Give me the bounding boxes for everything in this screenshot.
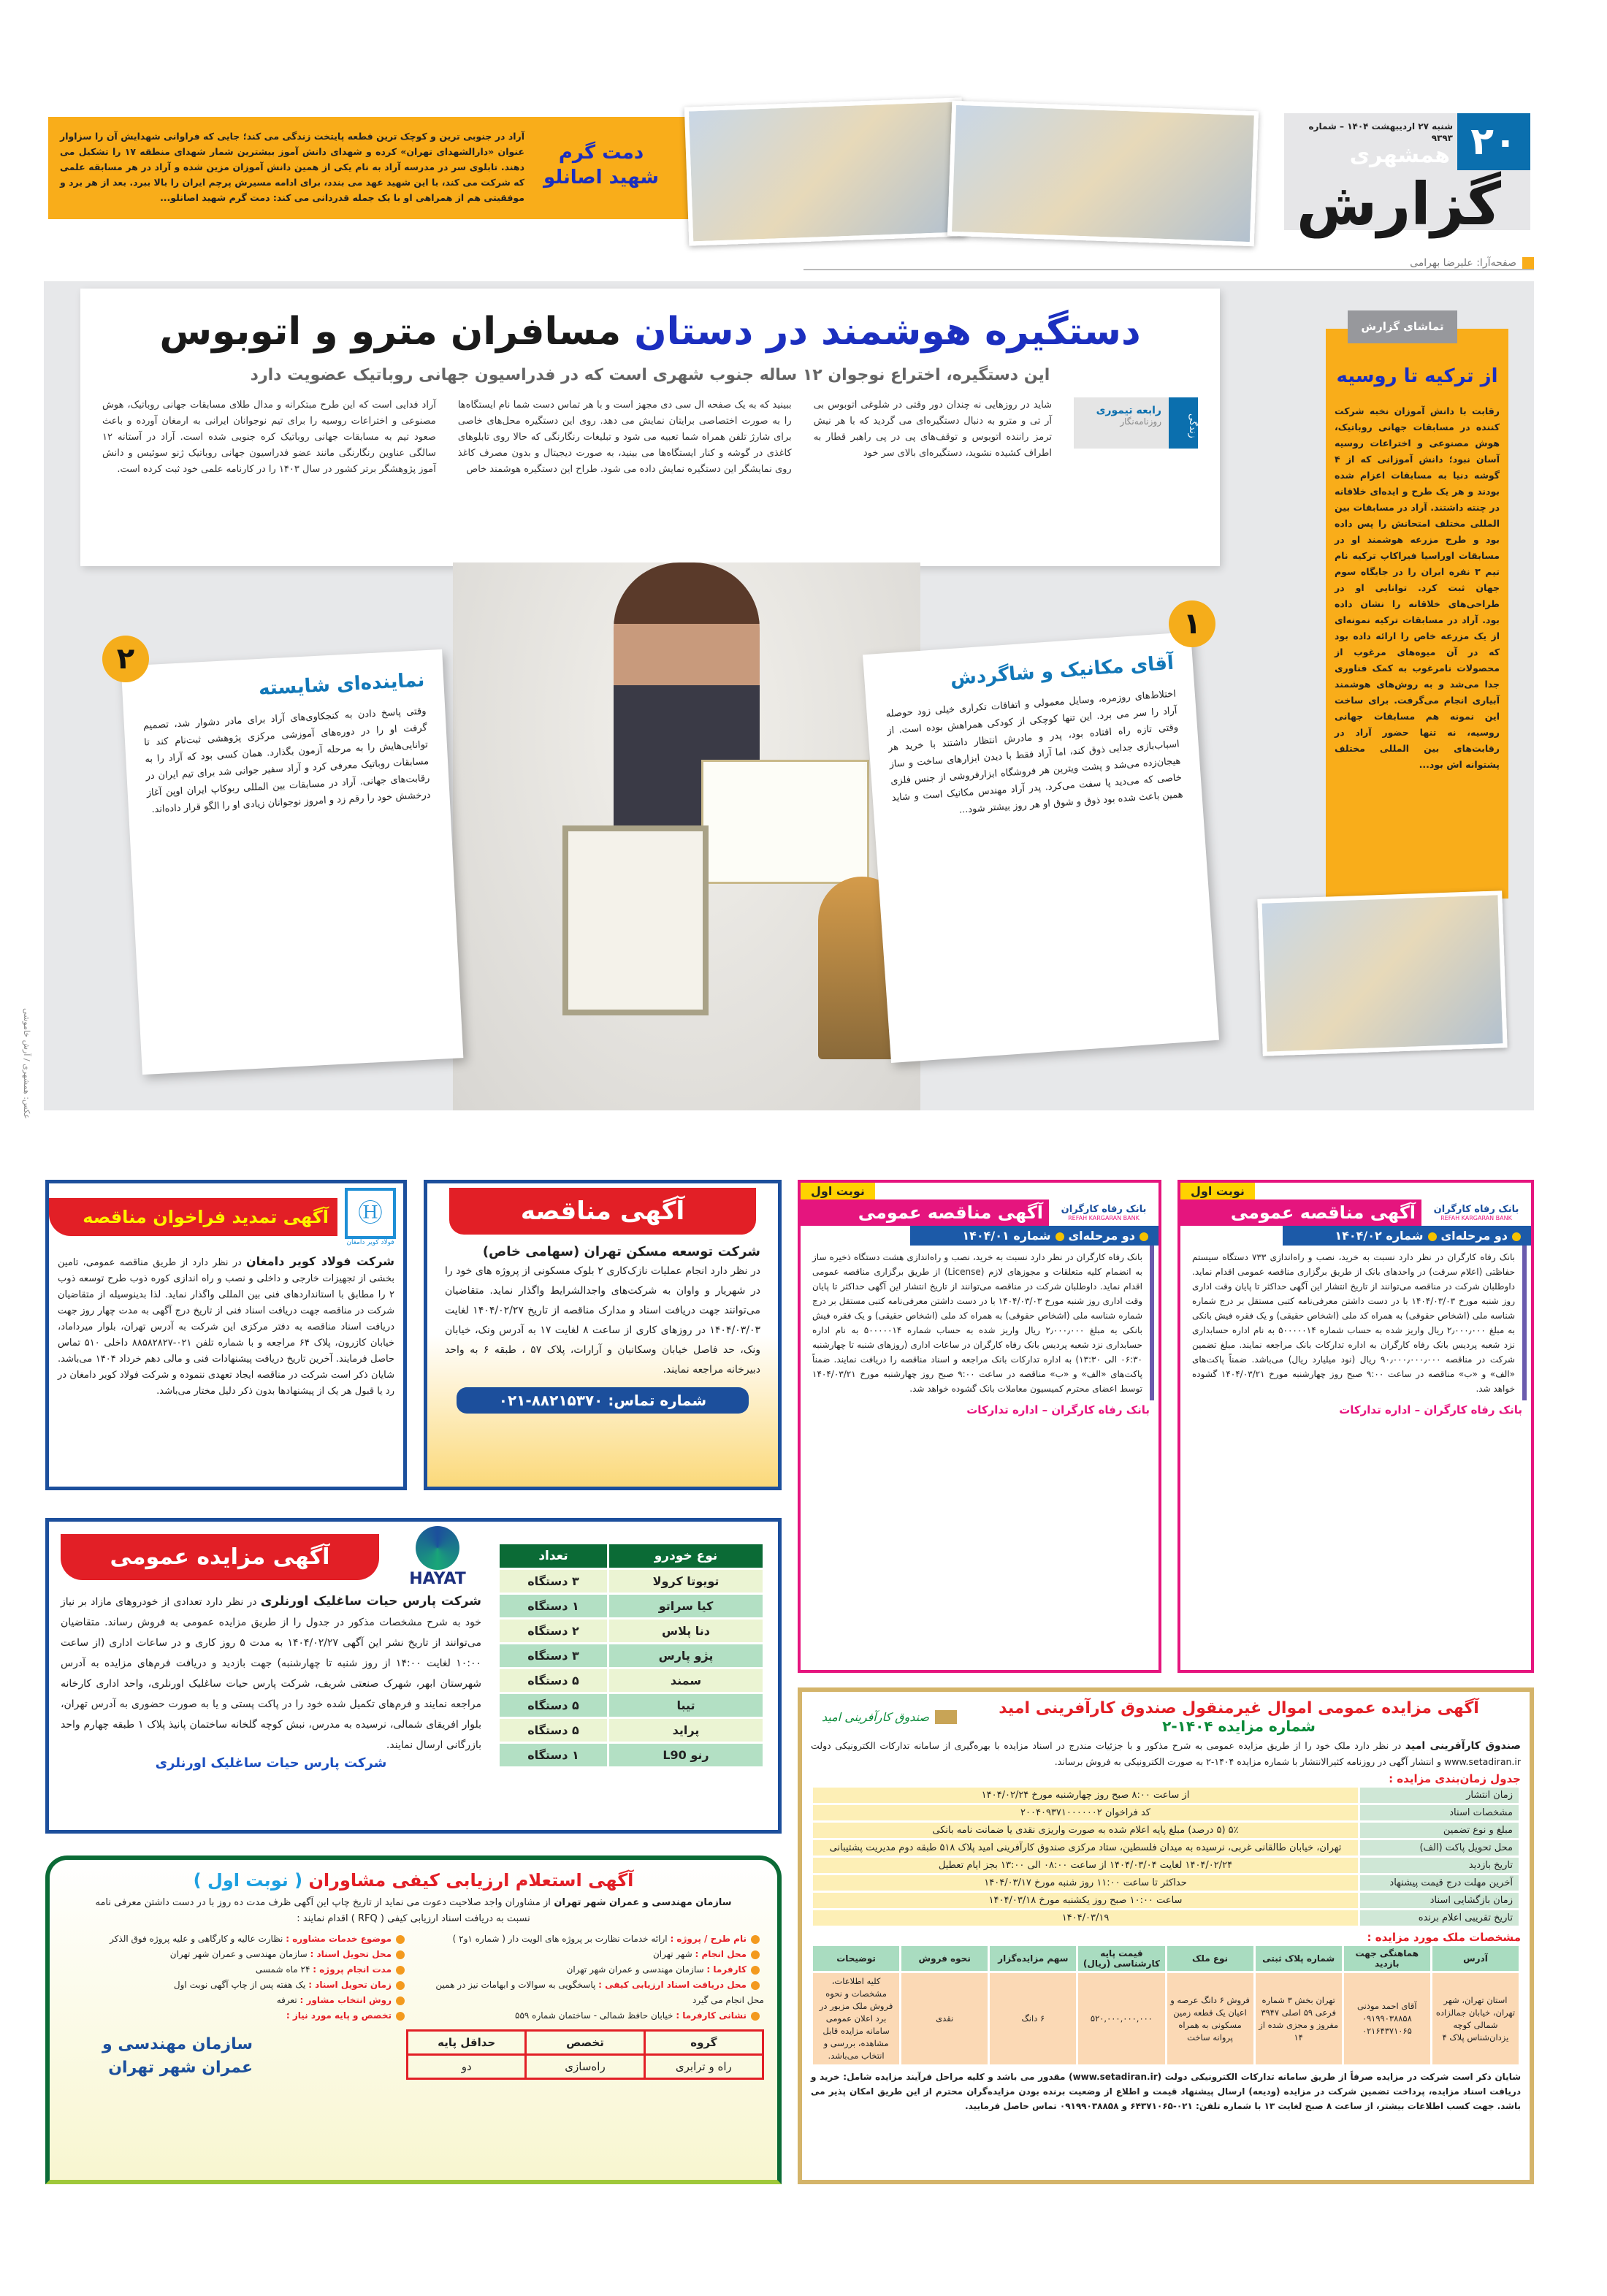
schedule-value: حداکثر تا ساعت ۱۱:۰۰ روز شنبه مورخ ۱۴۰۴/۰۳/۱۷ xyxy=(812,1874,1359,1892)
vehicle-count: ۵ دستگاه xyxy=(499,1668,608,1693)
ad-refah-tender-1 xyxy=(798,1180,1161,1673)
schedule-label: تاریخ بازدید xyxy=(1359,1857,1520,1874)
refah1-footer: بانک رفاه کارگران – اداره تدارکات xyxy=(966,1403,1150,1416)
diploma xyxy=(562,825,709,1015)
article-col-3: آراد فدایی است که این طرح مبتکرانه و مدال طلای مسابقات جهانی روباتیک، هوش مصنوعی و اختراعات روسیه را برای تیم نوجوانان ایرانی به ارمغان آورده و باعث صعود تیم به مسابقات جهانی روباتیک کره جنوبی شده است. آراد در آستانه ۱۲ سالگی عناوین رنگارنگی مانند عضو فدراسیون جهانی روباتیک ژنو سوئیس و دانش آموز پژوهشگر برتر کشور در سال ۱۴۰۳ را در کارنامه علمی خود ثبت کرده است. xyxy=(102,400,436,475)
section-tag: زندگی xyxy=(1169,397,1198,449)
ad-consultant-rfq: آگهی استعلام ارزیابی کیفی مشاوران ( نوبت اول ) سازمان مهندسی و عمران شهر تهران از مشاوران واجد صلاحیت دعوت می نماید از تاریخ چاپ این آگهی ظرف مدت ده روز با در دست داشتن معرفی نامه نسبت به دریافت اسناد ارزیابی کیفی ( RFQ ) اقدام نمایند : نام طرح / پروژه : ارائه خدمات نظارت بر پروژه های الویت دار ( شماره ۱و۲ ) محل انجام : شهر تهران کارفرما : سازمان مهندسی و عمران شهر تهران محل دریافت اسناد ارزیابی کیفی : پاسخگویی به سوالات و ابهامات نیز در همین محل انجام می گیرد نشانی کارفرما : خیابان حافظ شمالی - ساختمان شماره ۵۵۹ موضوع خدمات مشاوره : نظارت عالیه و کارگاهی و علیه پروژه فوق الذکر محل تحویل اسناد : سازمان مهندسی و عمران شهر تهران مدت انجام پروژه : ۲۴ ماه شمسی زمان تحویل اسناد : یک هفته پس از چاپ آگهی نوبت اول روش انتخاب مشاور : تعرفه تخصص و پایه مورد نیاز : گروه تخصص حداقل پایه راه و ترابری راه‌سازی دو سازمان مهندسی و عمران شهر تهران xyxy=(45,1856,782,2184)
sidebar-photo xyxy=(1257,890,1507,1056)
teaser-photo-1 xyxy=(684,97,966,245)
maskan-title: آگهی مناقصه xyxy=(449,1188,756,1235)
vehicle-type: تیبا xyxy=(608,1693,764,1718)
omid-footer: شایان ذکر است شرکت در مزایده صرفاً از طریق سامانه تدارکات الکترونیکی دولت (www.setadiran.ir) مقدور می باشد و کلیه مراحل فرآیند مزایده شامل: خرید و دریافت اسناد مزایده، پرداخت تضمین شرکت در مزایده (ودیعه) ارسال پیشنهاد قیمت و اطلاع از وضعیت برنده بودن مزایده‌گران محترم از این طریق امکان پذیر می باشد. جهت کسب اطلاعات بیشتر، از ساعت ۸ صبح لغایت ۱۳ با شماره تلفن: ۰۲۱-۶۴۳۷۱۰۶۵ و ۰۹۱۹۹۰۳۸۸۵۸ تماس حاصل فرمایید. xyxy=(811,2072,1521,2111)
table-row xyxy=(812,1787,1520,1804)
table-row xyxy=(499,1743,764,1768)
refah2-body: بانک رفاه کارگران در نظر دارد نسبت به خرید، نصب و راه‌اندازی ۷۳۳ دستگاه سیستم حفاظتی (اعلام سرقت) در واحدهای بانک از طریق برگزاری مناقصه عمومی اقدام نماید. داوطلبان شرکت در مناقصه می‌توانند از تاریخ انتشار این آگهی حداکثر تا پایان وقت اداری روز شنبه مورخ ۱۴۰۴/۰۳/۰۳ با در دست داشتن معرفی‌نامه کتبی مستقل بر درج شماره شناسه ملی (اشخاص حقوقی) به همراه کد ملی (اشخاص حقیقی) و یک فقره فیش بانکی به مبلغ ۲٫۰۰۰٫۰۰۰ ریال واریز شده به حساب شماره ۵۰۰۰۰۰۱۴ به نام اداره حسابداری نزد شعبه پردیس بانک رفاه کارگران به اداره تدارکات بانک مراجعه نمایند. مبلغ تضمین شرکت در مناقصه ۹۰٫۰۰۰٫۰۰۰٫۰۰۰ ریال (نود میلیارد ریال) می‌باشد. ضمناً پاکت‌های «الف» و «ب» مناقصه در ساعت ۹:۰۰ صبح روز چهارشنبه مورخ ۱۴۰۴/۰۳/۲۱ گشوده خواهد شد. xyxy=(1185,1246,1527,1400)
table-cell: دو xyxy=(408,2055,526,2079)
schedule-value: ۵٪ (۵ درصد) مبلغ پایه اعلام شده به صورت واریزی نقدی یا ضمانت نامه بانکی xyxy=(812,1822,1359,1839)
table-header: حداقل پایه xyxy=(408,2031,526,2055)
table-header: توضیحات xyxy=(812,1945,901,1972)
omid-number: شماره مزایده ۱۴۰۴-۲ xyxy=(1162,1717,1316,1735)
certificate xyxy=(701,760,869,884)
omid-schedule-table xyxy=(811,1785,1521,1928)
schedule-label: محل تحویل پاکت (الف) xyxy=(1359,1839,1520,1857)
byline xyxy=(1074,397,1198,449)
box-1-title: آقای مکانیک و شاگردش xyxy=(949,652,1175,690)
table-cell: راه و ترابری xyxy=(644,2055,763,2079)
schedule-value: ۱۴۰۴/۰۲/۲۴ لغایت ۱۴۰۴/۰۳/۰۴ از ساعت ۰۸:۰۰ الی ۱۳:۰۰ بجز ایام تعطیل xyxy=(812,1857,1359,1874)
refah1-round: نوبت اول xyxy=(801,1183,875,1200)
table-header: نحوه فروش xyxy=(901,1945,989,1972)
ad-hayat-auction: نوع خودرو تعداد تویوتا کرولا ۳ دستگاه کیا سراتو ۱ دستگاه دنا پلاس ۲ دستگاه پژو پارس ۳ دستگاه سمند ۵ دستگاه تیبا ۵ دستگاه پراید ۵ دستگاه رنو L90 ۱ دستگاه HAYAT آگهی مزایده عمومی شرکت پارس حیات ساغلیک اورنلری در نظر دارد تعدادی از خودروهای مازاد بر نیاز خود به شرح مشخصات مذکور در جدول را از طریق مزایده عمومی به فروش رساند. متقاضیان می‌توانند از تاریخ نشر این آگهی ۱۴۰۴/۰۲/۲۷ به مدت ۵ روز کاری و در ساعات اداری (از ساعت ۱۰:۰۰ لغایت ۱۴:۰۰ از روز شنبه تا چهارشنبه) جهت بازدید و دریافت فرم‌های مزایده به آدرس شهرستان ابهر، شهرک صنعتی شریف، شرکت پارس حیات ساغلیک اورنلری، واحد اداری کارخانه مراجعه نمایند و فرم‌های تکمیل شده خود را در پاکت پستی و یا به صورت حضوری به آدرس تهران، بلوار افریقای شمالی، نرسیده به مدرس، نبش کوچه گلخانه ساختمان پانیذ پلاک ۱ طبقه چهارم واحد بازرگانی ارسال نمایند. شرکت پارس حیات ساغلیک اورنلری xyxy=(45,1518,782,1834)
consult-item: موضوع خدمات مشاوره : نظارت عالیه و کارگاهی و علیه پروژه فوق الذکر xyxy=(63,1931,409,1947)
vehicle-type: پراید xyxy=(608,1718,764,1743)
table-row xyxy=(499,1668,764,1693)
vehicle-count: ۳ دستگاه xyxy=(499,1569,608,1594)
ad-refah-tender-2 xyxy=(1177,1180,1534,1673)
table-header: قیمت پایه کارشناسی (ریال) xyxy=(1077,1945,1166,1972)
schedule-value: ۱۴۰۴/۰۳/۱۹ xyxy=(812,1910,1359,1927)
table-header: هماهنگی جهت بازدید xyxy=(1343,1945,1431,1972)
teaser-title-1: دمت گرم xyxy=(558,142,644,164)
table-row xyxy=(812,1804,1520,1822)
refah1-bank-en: REFAH KARGARAN BANK xyxy=(1068,1215,1140,1221)
sidebar-tag: تماشای گزارش xyxy=(1348,310,1457,343)
sidebar-box xyxy=(1326,320,1508,899)
hayat-company: شرکت پارس حیات ساغلیک اورنلری xyxy=(260,1594,481,1609)
table-row xyxy=(812,1857,1520,1874)
ad-maskan-tender xyxy=(424,1180,782,1490)
bullet-icon xyxy=(751,1966,760,1975)
bullet-icon xyxy=(751,1935,760,1944)
vehicle-type: تویوتا کرولا xyxy=(608,1569,764,1594)
schedule-label: زمان بازگشایی اسناد xyxy=(1359,1892,1520,1910)
refah2-title: آگهی مناقصه عمومی xyxy=(1180,1200,1421,1226)
hayat-body: تعدادی از خودروهای مازاد بر نیاز خود به شرح مشخصات مذکور در جدول را از طریق مزایده عمومی به فروش رساند. متقاضیان می‌توانند از تاریخ نشر این آگهی ۱۴۰۴/۰۲/۲۷ به مدت ۵ روز کاری و در ساعات اداری (از ساعت ۱۰:۰۰ لغایت ۱۴:۰۰ از روز شنبه تا چهارشنبه) جهت بازدید و دریافت فرم‌های مزایده به آدرس شهرستان ابهر، شهرک صنعتی شریف، شرکت پارس حیات ساغلیک اورنلری، واحد اداری کارخانه مراجعه نمایند و فرم‌های تکمیل شده خود را در پاکت پستی و یا به صورت حضوری به آدرس تهران، بلوار افریقای شمالی، نرسیده به مدرس، نبش کوچه گلخانه ساختمان پانیذ پلاک ۱ طبقه چهارم واحد بازرگانی ارسال نمایند. xyxy=(61,1596,481,1751)
box-2-number: ۲ xyxy=(102,636,149,682)
table-cell: راه‌سازی xyxy=(526,2055,644,2079)
table-cell: ۵۲۰,۰۰۰,۰۰۰,۰۰۰ xyxy=(1077,1972,1166,2066)
author-role: روزنامه‌نگار xyxy=(1120,416,1161,427)
omid-schedule-title: جدول زمان‌بندی مزایده : xyxy=(1389,1772,1521,1785)
consult-item: روش انتخاب مشاور : تعرفه xyxy=(63,1993,409,2008)
table-header: نوع ملک xyxy=(1166,1945,1254,1972)
consult-item: کارفرما : سازمان مهندسی و عمران شهر تهران xyxy=(418,1962,764,1977)
schedule-value: از ساعت ۸:۰۰ صبح روز چهارشنبه مورخ ۱۴۰۴/۰۲/۲۴ xyxy=(812,1787,1359,1804)
page-number: ۲۰ xyxy=(1457,113,1530,170)
refah2-bank-fa: بانک رفاه کارگران xyxy=(1433,1204,1519,1215)
schedule-label: مشخصات اسناد xyxy=(1359,1804,1520,1822)
consult-item: محل انجام : شهر تهران xyxy=(418,1947,764,1962)
section-title: گزارش xyxy=(1296,170,1501,238)
omid-property-title: مشخصات ملک مورد مزایده : xyxy=(1367,1931,1521,1944)
layout-credit: صفحه‌آرا: علیرضا بهرامی xyxy=(804,257,1534,270)
bullet-icon xyxy=(751,2012,760,2021)
ad-omid-auction: آگهی مزایده عمومی اموال غیرمنقول صندوق کارآفرینی امید شماره مزایده ۱۴۰۴-۲ صندوق کارآفرینی امید صندوق کارآفرینی امید در نظر دارد ملک خود را از طریق مزایده عمومی به شرح مذکور و با جزئیات مندرج در اسناد مزایده با بهره‌گیری از سامانه تدارکات الکترونیکی دولت www.setadiran.ir و انتشار آگهی در روزنامه کثیرالانتشار با شماره مزایده ۱۴۰۴-۲ به صورت الکترونیکی به فروش برساند. جدول زمان‌بندی مزایده : زمان انتشار از ساعت ۸:۰۰ صبح روز چهارشنبه مورخ ۱۴۰۴/۰۲/۲۴ مشخصات اسناد کد فراخوان ۲۰۰۴۰۹۳۷۱۰۰۰۰۰۰۲ مبلغ و نوع تضمین ۵٪ (۵ درصد) مبلغ پایه اعلام شده به صورت واریزی نقدی یا ضمانت نامه بانکی محل تحویل پاکت (الف) تهران، خیابان طالقانی غربی، نرسیده به میدان فلسطین، ستاد مرکزی صندوق کارآفرینی امید پلاک ۵۱۸ طبقه دوم مدیریت پشتیبانی تاریخ بازدید ۱۴۰۴/۰۲/۲۴ لغایت ۱۴۰۴/۰۳/۰۴ از ساعت ۰۸:۰۰ الی ۱۳:۰۰ بجز ایام تعطیل آخرین مهلت درج قیمت پیشنهاد حداکثر تا ساعت ۱۱:۰۰ روز شنبه مورخ ۱۴۰۴/۰۳/۱۷ زمان بازگشایی اسناد ساعت ۱۰:۰۰ صبح روز یکشنبه مورخ ۱۴۰۴/۰۳/۱۸ تاریخ تقریبی اعلام برنده ۱۴۰۴/۰۳/۱۹ مشخصات ملک مورد مزایده : آدرس هماهنگی جهت بازدید شماره پلاک ثبتی نوع ملک قیمت پایه کارشناسی (ریال) سهم مزایده‌گزار نحوه فروش توضیحات استان تهران، شهر تهران، خیابان جمالزاده شمالی کوچه یزدان‌شناس پلاک ۴ آقای احمد موذنی ۰۹۱۹۹۰۳۸۸۵۸ ۰۲۱۶۴۳۷۱۰۶۵ تهران بخش ۳ شماره فرعی ۵۹ اصلی ۳۹۴۷ مفروز و مجزی شده از ۱۴ فروش ۶ دانگ عرصه و اعیان یک قطعه زمین مسکونی به همراه پروانه ساخت ۵۲۰,۰۰۰,۰۰۰,۰۰۰ ۶ دانگ نقدی کلیه اطلاعات، مشخصات و نحوه فروش ملک مزبور در برد اعلان عمومی سامانه مزایده قابل مشاهده، بررسی و انتخاب می‌باشد. شایان ذکر است شرکت در مزایده صرفاً از طریق سامانه تدارکات الکترونیکی دولت (www.setadiran.ir) مقدور می باشد و کلیه مراحل فرآیند مزایده شامل: خرید و دریافت اسناد مزایده، پرداخت تضمین شرکت در مزایده (ودیعه) ارسال پیشنهاد قیمت و اطلاع از وضعیت برنده بودن مزایده‌گران محترم از این طریق امکان پذیر می باشد. جهت کسب اطلاعات بیشتر، از ساعت ۸ صبح لغایت ۱۳ با شماره تلفن: ۰۲۱-۶۴۳۷۱۰۶۵ و ۰۹۱۹۹۰۳۸۸۵۸ تماس حاصل فرمایید. xyxy=(798,1687,1534,2184)
table-header: تخصص xyxy=(526,2031,644,2055)
table-cell: کلیه اطلاعات، مشخصات و نحوه فروش ملک مزبور در برد اعلان عمومی سامانه مزایده قابل مشاهده، بررسی و انتخاب می‌باشد. xyxy=(812,1972,901,2066)
foolad-title: آگهی تمدید فراخوان مناقصه xyxy=(49,1198,337,1236)
maskan-body: در نظر دارد انجام عملیات نازک‌کاری ۲ بلوک مسکونی از پروژه های خود را در شهریار و واوان به شرکت‌های واجدالشرایط واگذار نماید. متقاضیان می‌توانند جهت دریافت اسناد و مدارک مناقصه از تاریخ ۱۴۰۴/۰۲/۲۷ لغایت ۱۴۰۴/۰۳/۰۳ در روزهای کاری از ساعت ۸ لغایت ۱۷ به آدرس ونک، خیابان ونک، حد فاصل خیابان وسکانیان و آرارات، پلاک ۵۷ ، طبقه ۶ به واحد دبیرخانه مراجعه نمایند. xyxy=(445,1265,761,1376)
table-row xyxy=(499,1569,764,1594)
omid-intro: در نظر دارد ملک خود را از طریق مزایده عمومی به شرح مذکور و با جزئیات مندرج در اسناد مزایده با بهره‌گیری از سامانه تدارکات الکترونیکی دولت www.setadiran.ir و انتشار آگهی در روزنامه کثیرالانتشار با شماره مزایده ۱۴۰۴-۲ به صورت الکترونیکی به فروش برساند. xyxy=(811,1740,1521,1767)
foolad-logo-icon: Ⓗ xyxy=(345,1188,396,1239)
table-row xyxy=(812,1839,1520,1857)
table-header: سهم مزایده‌گزار xyxy=(989,1945,1077,1972)
table-row xyxy=(499,1619,764,1644)
table-row xyxy=(812,1822,1520,1839)
table-cell: تهران بخش ۳ شماره فرعی ۵۹ اصلی ۳۹۴۷ مفروز و مجزی شده از ۱۴ xyxy=(1254,1972,1343,2066)
main-article xyxy=(80,289,1220,566)
omid-title: آگهی مزایده عمومی اموال غیرمنقول صندوق کارآفرینی امید xyxy=(999,1699,1479,1717)
omid-property-table xyxy=(811,1944,1521,2067)
consult-title: آگهی استعلام ارزیابی کیفی مشاوران xyxy=(308,1870,634,1891)
paper-logo: همشهری xyxy=(1349,142,1450,168)
refah1-body: بانک رفاه کارگران در نظر دارد نسبت به خرید، نصب و راه‌اندازی هشت دستگاه ذخیره ساز به انضمام کلیه متعلقات و مجوزهای لازم (License) از طریق برگزاری مناقصه عمومی اقدام نماید. داوطلبان شرکت در مناقصه می‌توانند از تاریخ انتشار این آگهی حداکثر تا پایان وقت اداری روز شنبه مورخ ۱۴۰۴/۰۳/۰۳ با در دست داشتن معرفی‌نامه کتبی مستقل بر درج شماره شناسه ملی (اشخاص حقوقی) به همراه کد ملی (اشخاص حقیقی) و یک فقره فیش بانکی به مبلغ ۲٫۰۰۰٫۰۰۰ ریال واریز شده به حساب شماره ۵۰۰۰۰۰۱۴ به نام اداره حسابداری نزد شعبه پردیس بانک رفاه کارگران در ساعات اداری (روزهای شنبه تا چهارشنبه ۰۶:۳۰ الی ۱۳:۳۰) به اداره تدارکات بانک مراجعه و اسناد مناقصه را دریافت نمایند. ضمناً پاکت‌های «الف» و «ب» مناقصه در ساعت ۹:۰۰ صبح روز چهارشنبه مورخ ۱۴۰۴/۰۳/۲۱ توسط اعضای محترم کمیسیون معاملات بانک گشوده خواهد شد. xyxy=(805,1246,1154,1400)
table-row xyxy=(499,1718,764,1743)
bullet-icon xyxy=(396,1996,405,2005)
globe-icon xyxy=(416,1526,459,1570)
bullet-icon xyxy=(396,1981,405,1990)
table-header: شماره پلاک ثبتی xyxy=(1254,1945,1343,1972)
refah1-bank-fa: بانک رفاه کارگران xyxy=(1061,1204,1147,1215)
article-col-2: ببینید که به یک صفحه ال سی دی مجهز است و با هر تماس دست شما نام ایستگاه‌ها را به صورت اختصاصی برایتان نمایش می دهد. روی این دستگیره محل‌های خاصی برای شارژ تلفن همراه شما تعبیه می شود و تبلیغات رنگارنگی که حالا روی تابلوهای کاغذی در گوشه و کنار ایستگاه‌ها می بینید، به صورت دیجیتال و بدون مصرف کاغذ روی نمایشگر این دستگیره نمایش داده می شود. طراح این دستگیره هوشمند خاص xyxy=(457,400,792,475)
consult-spec-table xyxy=(406,2029,764,2080)
refah2-stage-bar: دو مرحله‌ایشماره ۱۴۰۴/۰۲ xyxy=(1283,1226,1531,1246)
omid-logo: صندوق کارآفرینی امید xyxy=(811,1710,957,1724)
consult-signature: سازمان مهندسی و عمران شهر تهران xyxy=(102,2035,253,2077)
teaser-box xyxy=(48,117,690,219)
schedule-value: تهران، خیابان طالقانی غربی، نرسیده به میدان فلسطین، ستاد مرکزی صندوق کارآفرینی امید پلاک ۵۱۸ طبقه دوم مدیریت پشتیبانی xyxy=(812,1839,1359,1857)
refah2-bank-en: REFAH KARGARAN BANK xyxy=(1440,1215,1512,1221)
vehicle-count: ۱ دستگاه xyxy=(499,1594,608,1619)
bullet-icon xyxy=(396,1950,405,1959)
table-row xyxy=(499,1594,764,1619)
vehicle-type: سمند xyxy=(608,1668,764,1693)
refah1-title: آگهی مناقصه عمومی xyxy=(801,1200,1049,1226)
vehicle-type: پژو پارس xyxy=(608,1644,764,1668)
sidebar-title: از ترکیه تا روسیه xyxy=(1336,365,1498,387)
box-1 xyxy=(863,632,1219,1063)
table-cell: ۶ دانگ xyxy=(989,1972,1077,2066)
consult-item: مدت انجام پروژه : ۲۴ ماه شمسی xyxy=(63,1962,409,1977)
photo-credit: عکس: همشهری / آرش خاموشی xyxy=(22,1008,31,1119)
article-col-1: شاید در روزهایی نه چندان دور وقتی در شلوغی اتوبوس بی آر تی و مترو به دنبال دستگیره‌ای می گردید که با هر نیش ترمز راننده اتوبوس و توقف‌های پی در پی راهبر قطار به اطراف کشیده نشوید، دستگیره‌ای بالای سر خود xyxy=(813,400,1052,459)
box-1-number: ۱ xyxy=(1169,600,1215,647)
consult-item: محل تحویل اسناد : سازمان مهندسی و عمران شهر تهران xyxy=(63,1947,409,1962)
refah1-stage-bar: دو مرحله‌ایشماره ۱۴۰۴/۰۱ xyxy=(910,1226,1159,1246)
refah2-footer: بانک رفاه کارگران – اداره تدارکات xyxy=(1339,1403,1522,1416)
table-cell: فروش ۶ دانگ عرصه و اعیان یک قطعه زمین مسکونی به همراه پروانه ساخت xyxy=(1166,1972,1254,2066)
bullet-icon xyxy=(396,1935,405,1944)
consult-item: زمان تحویل اسناد : یک هفته پس از چاپ آگهی نوبت اول xyxy=(63,1977,409,1993)
vehicle-count: ۳ دستگاه xyxy=(499,1644,608,1668)
table-cell: نقدی xyxy=(901,1972,989,2066)
teaser-title-2: شهید اصانلو xyxy=(543,167,659,188)
bullet-icon xyxy=(396,1966,405,1975)
schedule-label: آخرین مهلت درج قیمت پیشنهاد xyxy=(1359,1874,1520,1892)
hayat-title: آگهی مزایده عمومی xyxy=(61,1534,379,1580)
subhead: این دستگیره، اختراع نوجوان ۱۲ ساله جنوب شهری است که در فدراسیون جهانی روباتیک عضویت دارد xyxy=(250,366,1050,384)
teaser-body: آراد در جنوبی ترین و کوچک ترین قطعه پایتخت زندگی می کند؛ جایی که فراوانی شهدایش آن را سزاوار عنوان «دارالشهدای تهران» کرده و شهدای دانش آموز بیشترین شمار شهدای منطقه ۱۷ را تشکیل می دهند. تابلوی سر در مدرسه آراد به نام یکی از همین دانش آموزان مزین شده و آراد در هر مسابقه علمی که شرکت می کند، با این شهید عهد می بندد، برای ادامه مسیرش پرچم ایران را بالا ببرد. بعد از هر برد و موفقیتی هم از همراهی او با یک جمله قدردانی می کند: دمت گرم شهید اصانلو... xyxy=(60,131,524,203)
bullet-icon xyxy=(396,2012,405,2021)
maskan-company: شرکت توسعه مسکن تهران (سهامی خاص) xyxy=(482,1244,760,1259)
hayat-logo: HAYAT xyxy=(394,1526,481,1588)
foolad-logo: Ⓗ فولاد کویر دامغان xyxy=(337,1183,403,1251)
table-cell: آقای احمد موذنی ۰۹۱۹۹۰۳۸۸۵۸ ۰۲۱۶۴۳۷۱۰۶۵ xyxy=(1343,1972,1431,2066)
box-2 xyxy=(121,649,464,1075)
ad-foolad-tender xyxy=(45,1180,407,1490)
table-row xyxy=(499,1644,764,1668)
box-2-title: نماینده‌ای شایسته xyxy=(258,669,426,701)
vehicle-type: کیا سراتو xyxy=(608,1594,764,1619)
refah2-round: نوبت اول xyxy=(1180,1183,1255,1200)
date-line: شنبه ۲۷ اردیبهشت ۱۴۰۴ – شماره ۹۳۹۳ xyxy=(1308,121,1453,143)
vehicle-type: رنو L90 xyxy=(608,1743,764,1768)
sidebar-body: رقابت با دانش آموزان نخبه شرکت کننده در مسابقات جهانی روباتیک، هوش مصنوعی و اختراعات روسیه آسان نبود؛ دانش آموزانی که از ۴ گوشه دنیا به مسابقات اعزام شده بودند و هر یک طرح و ایده‌ای خلاقانه در چنته داشتند. آراد در مسابقات بین المللی مختلف امتحانش را پس داده بود و طرح مزرعه هوشمند او در مسابقات اوراسیا فیراکاپ ترکیه نام تیم ۳ نفره ایران را در جایگاه سوم جهان ثبت کرد. توانایی او در طراحی‌های خلاقانه را نشان داده بود. آراد در مسابقات ترکیه نمونه‌ای از یک مزرعه خاص را ارائه داده بود که در آن میوه‌های مرغوب از محصولات نامرغوب به کمک فناوری جدا می‌شد و به روش‌های هوشمند آبیاری انجام می‌گرفت. برای ساخت این نمونه هم مسابقات جهانی روسیه، نه تنها حضور آراد در رقابت‌های بین المللی مختلف پشتوانه اش بود... xyxy=(1335,405,1500,770)
foolad-company: شرکت فولاد کویر دامغان xyxy=(245,1254,395,1268)
table-header: گروه xyxy=(644,2031,763,2055)
vehicle-type: دنا پلاس xyxy=(608,1619,764,1644)
table-cell: استان تهران، شهر تهران، خیابان جمالزاده شمالی کوچه یزدان‌شناس پلاک ۴ xyxy=(1431,1972,1519,2066)
table-header: آدرس xyxy=(1431,1945,1519,1972)
vehicle-count: ۲ دستگاه xyxy=(499,1619,608,1644)
vehicle-count: ۱ دستگاه xyxy=(499,1743,608,1768)
table-row xyxy=(812,1910,1520,1927)
vehicle-count: ۵ دستگاه xyxy=(499,1718,608,1743)
table-row xyxy=(812,1892,1520,1910)
schedule-value: کد فراخوان ۲۰۰۴۰۹۳۷۱۰۰۰۰۰۰۲ xyxy=(812,1804,1359,1822)
box-1-body: اختلاط‌های روزمره، وسایل معمولی و اتفاقات تکراری خیلی زود حوصله آراد را سر می برد. این تنها کوچکی از کودکی همراهش بوده است. از وقتی تازه راه افتاده بود، پدر و مادرش انتظار داشتند با خرید هر اسباب‌بازی جدایی ذوق کند، اما آراد فقط با دیدن ابزارهای ساخت و ساز هیجان‌زده می‌شد و پشت ویترین هر فروشگاه ابزارفروشی از جنس فلزی خاصی که می‌دید پا سفت می‌کرد. پدر آراد مهندس مکانیک است و شاید همین باعث شده بود ذوق و شوق او هر روز بیشتر شود... xyxy=(885,688,1183,816)
vehicle-count: ۵ دستگاه xyxy=(499,1693,608,1718)
consult-items xyxy=(63,1931,764,2024)
bullet-icon xyxy=(751,1950,760,1959)
page-header xyxy=(1284,113,1530,238)
hayat-vehicle-table: نوع خودرو تعداد تویوتا کرولا ۳ دستگاه کیا سراتو ۱ دستگاه دنا پلاس ۲ دستگاه پژو پارس ۳ دستگاه سمند ۵ دستگاه تیبا ۵ دستگاه پراید ۵ دستگاه رنو L90 ۱ دستگاه xyxy=(497,1542,765,1769)
inventor-photo xyxy=(453,562,920,1110)
schedule-label: تاریخ تقریبی اعلام برنده xyxy=(1359,1910,1520,1927)
consult-intro: از مشاوران واجد صلاحیت دعوت می نماید از تاریخ چاپ این آگهی ظرف مدت ده روز با در دست داشتن معرفی نامه نسبت به دریافت اسناد ارزیابی کیفی ( RFQ ) اقدام نمایند : xyxy=(95,1897,551,1924)
table-row xyxy=(499,1693,764,1718)
consult-item: نشانی کارفرما : خیابان حافظ شمالی - ساختمان شماره ۵۵۹ xyxy=(418,2008,764,2024)
teaser-photo-2 xyxy=(947,101,1259,247)
hayat-signature: شرکت پارس حیات ساغلیک اورنلری xyxy=(155,1755,387,1771)
foolad-body: در نظر دارد از طریق مناقصه عمومی، تامین بخشی از تجهیزات خارجی و داخلی و نصب و راه اندازی کوره ذوب طرح توسعه ذوب ۲ را مطابق با استانداردهای فنی بین المللی واگذار نماید. لذا بدینوسیله از متقاضیان شرکت در مناقصه جهت دریافت اسناد فنی از تاریخ درج آگهی به مدت چهار روز جهت دریافت اسناد مناقصه به دفتر مرکزی این شرکت به آدرس تهران، بلوار میرداماد، خیابان کازرون، پلاک ۶۴ مراجعه و با شماره تلفن ۰۲۱-۸۸۵۸۲۸۲۷ داخلی ۵۱۰ تماس حاصل فرمایند. آخرین تاریخ دریافت پیشنهادات فنی و مالی دهم خرداد ۱۴۰۴ می‌باشد. شایان ذکر است شرکت در مناقصه ایجاد تعهدی ننموده و شرکت فولاد کویر دامغان در رد یا قبول هر یک از پیشنهادها بدون ذکر دلیل مختار می‌باشد. xyxy=(58,1257,395,1397)
author-name: رابعه تیموری xyxy=(1096,405,1161,416)
bullet-icon xyxy=(751,1981,760,1990)
headline: دستگیره هوشمند در دستان مسافران مترو و اتوبوس xyxy=(159,310,1141,354)
schedule-label: زمان انتشار xyxy=(1359,1787,1520,1804)
consult-item: تخصص و پایه مورد نیاز : xyxy=(63,2008,409,2024)
schedule-value: ساعت ۱۰:۰۰ صبح روز یکشنبه مورخ ۱۴۰۴/۰۳/۱۸ xyxy=(812,1892,1359,1910)
box-2-body: وقتی پاسخ دادن به کنجکاوی‌های آراد برای مادر دشوار شد، تصمیم گرفت او را در دوره‌های آموزشی مرکزی پژوهشی ثبت‌نام کند تا توانایی‌هایش را به مرحله آزمون بگذارد. همان کسی بود که آراد را به مسابقات روباتیک معرفی کرد و آراد سفیر جوانی شد برای تیم ایران در رقابت‌های جهانی. آراد در مسابقات بین المللی ربوکاپ ایران اوپن آغاز درخشش خود را رقم زد و امروز نوجوانان زیادی او را الگو قرار داده‌اند. xyxy=(142,706,431,815)
schedule-label: مبلغ و نوع تضمین xyxy=(1359,1822,1520,1839)
consult-item: نام طرح / پروژه : ارائه خدمات نظارت بر پروژه های الویت دار ( شماره ۱و۲ ) xyxy=(418,1931,764,1947)
maskan-contact: شماره تماس: ۸۸۲۱۵۳۷۰-۰۲۱ xyxy=(457,1387,749,1414)
table-row xyxy=(812,1874,1520,1892)
consult-item: محل دریافت اسناد ارزیابی کیفی : پاسخگویی به سوالات و ابهامات نیز در همین محل انجام می گیرد xyxy=(435,1980,764,2005)
